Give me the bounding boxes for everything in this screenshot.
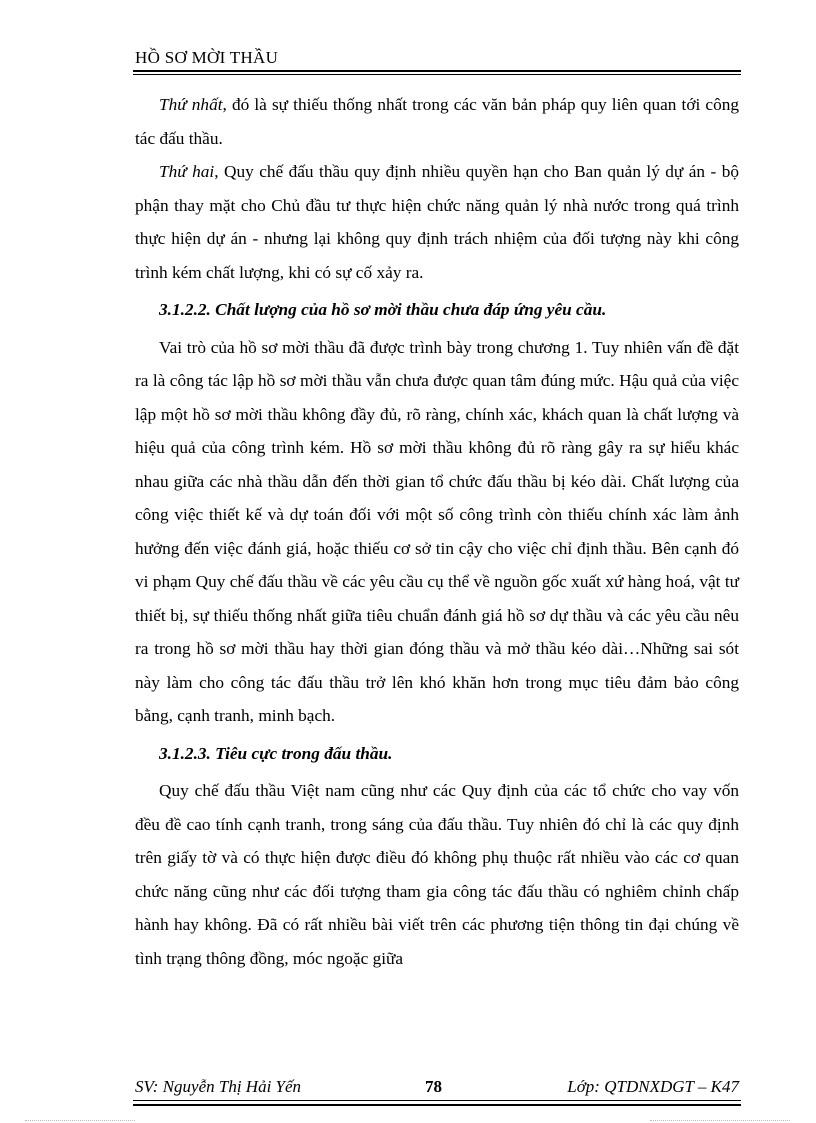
footer-student-name: SV: Nguyễn Thị Hải Yến xyxy=(135,1077,302,1096)
paragraph-1-text: , đó là sự thiếu thống nhất trong các văn bản pháp quy liên quan tới công tác đấu thầu. xyxy=(135,95,739,148)
paragraph-2-lead: Thứ hai xyxy=(159,162,215,181)
page-edge-mark-left xyxy=(25,1120,135,1121)
page-header-title: HỒ SƠ MỜI THẦU xyxy=(135,48,279,67)
section-heading-3-1-2-2: 3.1.2.2. Chất lượng của hồ sơ mời thầu chưa đáp ứng yêu cầu. xyxy=(159,300,607,319)
document-body xyxy=(135,88,739,975)
footer-class-name: Lớp: QTDNXDGT – K47 xyxy=(567,1077,739,1096)
header-rule-thick xyxy=(133,70,741,72)
paragraph-1 xyxy=(135,88,739,155)
paragraph-1-lead: Thứ nhất xyxy=(159,95,223,114)
section-heading-3-1-2-3: 3.1.2.3. Tiêu cực trong đấu thầu. xyxy=(159,743,393,763)
paragraph-2-text: , Quy chế đấu thầu quy định nhiều quyền hạn cho Ban quản lý dự án - bộ phận thay mặt cho Chủ đầu tư thực hiện chức năng quản lý nhà nước trong quá trình thực hiện dự án - nhưng lại không quy định trách nhiệm của đối tượng này khi công trình kém chất lượng, khi có sự cố xảy ra. xyxy=(135,162,739,282)
paragraph-2 xyxy=(135,155,739,289)
paragraph-3: Vai trò của hồ sơ mời thầu đã được trình bày trong chương 1. Tuy nhiên vấn đề đặt ra là công tác lập hồ sơ mời thầu vẫn chưa được quan tâm đúng mức. Hậu quả của việc lập một hồ sơ mời thầu không đầy đủ, rõ ràng, chính xác, khách quan là chất lượng và hiệu quả của công trình kém. Hồ sơ mời thầu không đủ rõ ràng gây ra sự hiểu khác nhau giữa các nhà thầu dẫn đến thời gian tổ chức đấu thầu bị kéo dài. Chất lượng của công việc thiết kế và dự toán đối với một số công trình còn thiếu chính xác làm ảnh hưởng đến việc đánh giá, hoặc thiếu cơ sở tin cậy cho việc chỉ định thầu. Bên cạnh đó vi phạm Quy chế đấu thầu về các yêu cầu cụ thể về nguồn gốc xuất xứ hàng hoá, vật tư thiết bị, sự thiếu thống nhất giữa tiêu chuẩn đánh giá hồ sơ dự thầu và các yêu cầu nêu ra trong hồ sơ mời thầu hay thời gian đóng thầu và mở thầu kéo dài…Những sai sót này làm cho công tác đấu thầu trở lên khó khăn hơn trong mục tiêu đảm bảo công bằng, cạnh tranh, minh bạch. xyxy=(135,337,739,725)
header-rule-thin xyxy=(133,74,741,75)
footer-page-number: 78 xyxy=(425,1077,442,1096)
page-edge-mark-right xyxy=(650,1120,790,1121)
paragraph-4: Quy chế đấu thầu Việt nam cũng như các Quy định của các tổ chức cho vay vốn đều đề cao tính cạnh tranh, trong sáng của đấu thầu. Tuy nhiên đó chỉ là các quy định trên giấy tờ và có thực hiện được điều đó không phụ thuộc rất nhiều vào các cơ quan chức năng cũng như các đối tượng tham gia công tác đấu thầu có nghiêm chỉnh chấp hành hay không. Đã có rất nhiều bài viết trên các phương tiện thông tin đại chúng về tình trạng thông đồng, móc ngoặc giữa xyxy=(135,781,739,968)
footer-rule-thick xyxy=(133,1104,741,1106)
footer-rule-thin xyxy=(133,1100,741,1101)
